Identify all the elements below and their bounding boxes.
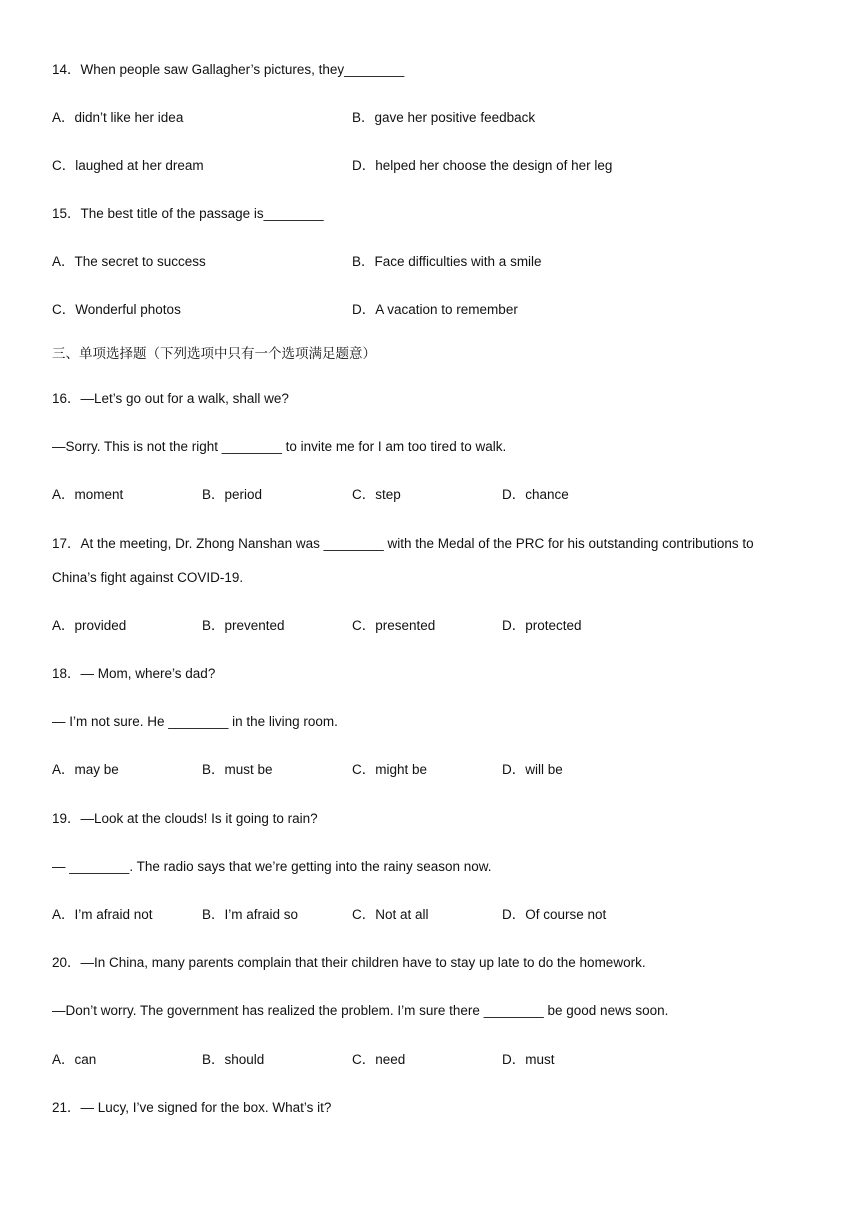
question-15-option-c: C．Wonderful photos: [52, 302, 181, 317]
question-16-option-a: A．moment: [52, 487, 124, 502]
question-17-stem-line-2: China’s fight against COVID-19.: [52, 570, 244, 585]
question-16-reply: —Sorry. This is not the right ________ to invite me for I am too tired to walk.: [52, 439, 507, 454]
question-15-option-a: A．The secret to success: [52, 254, 206, 269]
question-15-stem: 15．The best title of the passage is________: [52, 206, 324, 221]
question-15-option-b: B．Face difficulties with a smile: [352, 254, 542, 269]
question-20-option-d: D．must: [502, 1052, 555, 1067]
question-14-option-d: D．helped her choose the design of her leg: [352, 158, 613, 173]
question-20-option-b: B．should: [202, 1052, 265, 1067]
question-17-option-d: D．protected: [502, 618, 582, 633]
question-14-option-c: C．laughed at her dream: [52, 158, 204, 173]
question-20-option-a: A．can: [52, 1052, 97, 1067]
question-17-stem-line-1: 17．At the meeting, Dr. Zhong Nanshan was ________ with the Medal of the PRC for his outstanding contributions to: [52, 536, 754, 551]
question-19-option-c: C．Not at all: [352, 907, 429, 922]
section-heading: 三、单项选择题（下列选项中只有一个选项满足题意）: [52, 346, 376, 362]
question-18-option-b: B．must be: [202, 762, 273, 777]
question-16-option-d: D．chance: [502, 487, 569, 502]
question-19-stem: 19．—Look at the clouds! Is it going to rain?: [52, 811, 318, 826]
question-18-option-c: C．might be: [352, 762, 428, 777]
question-19-option-b: B．I’m afraid so: [202, 907, 299, 922]
question-16-option-c: C．step: [352, 487, 401, 502]
question-14-option-b: B．gave her positive feedback: [352, 110, 536, 125]
question-17-option-a: A．provided: [52, 618, 127, 633]
question-14-stem: 14．When people saw Gallagher’s pictures, they________: [52, 62, 405, 77]
question-19-option-a: A．I’m afraid not: [52, 907, 153, 922]
question-16-option-b: B．period: [202, 487, 263, 502]
question-18-option-d: D．will be: [502, 762, 563, 777]
question-18-reply: — I’m not sure. He ________ in the living room.: [52, 714, 338, 729]
question-20-option-c: C．need: [352, 1052, 406, 1067]
question-19-reply: — ________. The radio says that we’re getting into the rainy season now.: [52, 859, 492, 874]
question-14-option-a: A．didn’t like her idea: [52, 110, 184, 125]
question-20-reply: —Don’t worry. The government has realized the problem. I’m sure there ________ be good news soon.: [52, 1003, 669, 1018]
question-18-option-a: A．may be: [52, 762, 119, 777]
question-17-option-c: C．presented: [352, 618, 436, 633]
question-16-stem: 16．—Let’s go out for a walk, shall we?: [52, 391, 289, 406]
question-15-option-d: D．A vacation to remember: [352, 302, 518, 317]
question-19-option-d: D．Of course not: [502, 907, 607, 922]
question-20-stem: 20．—In China, many parents complain that their children have to stay up late to do the homework.: [52, 955, 646, 970]
question-18-stem: 18．— Mom, where’s dad?: [52, 666, 216, 681]
question-21-stem: 21．— Lucy, I’ve signed for the box. What’s it?: [52, 1100, 332, 1115]
question-17-option-b: B．prevented: [202, 618, 285, 633]
